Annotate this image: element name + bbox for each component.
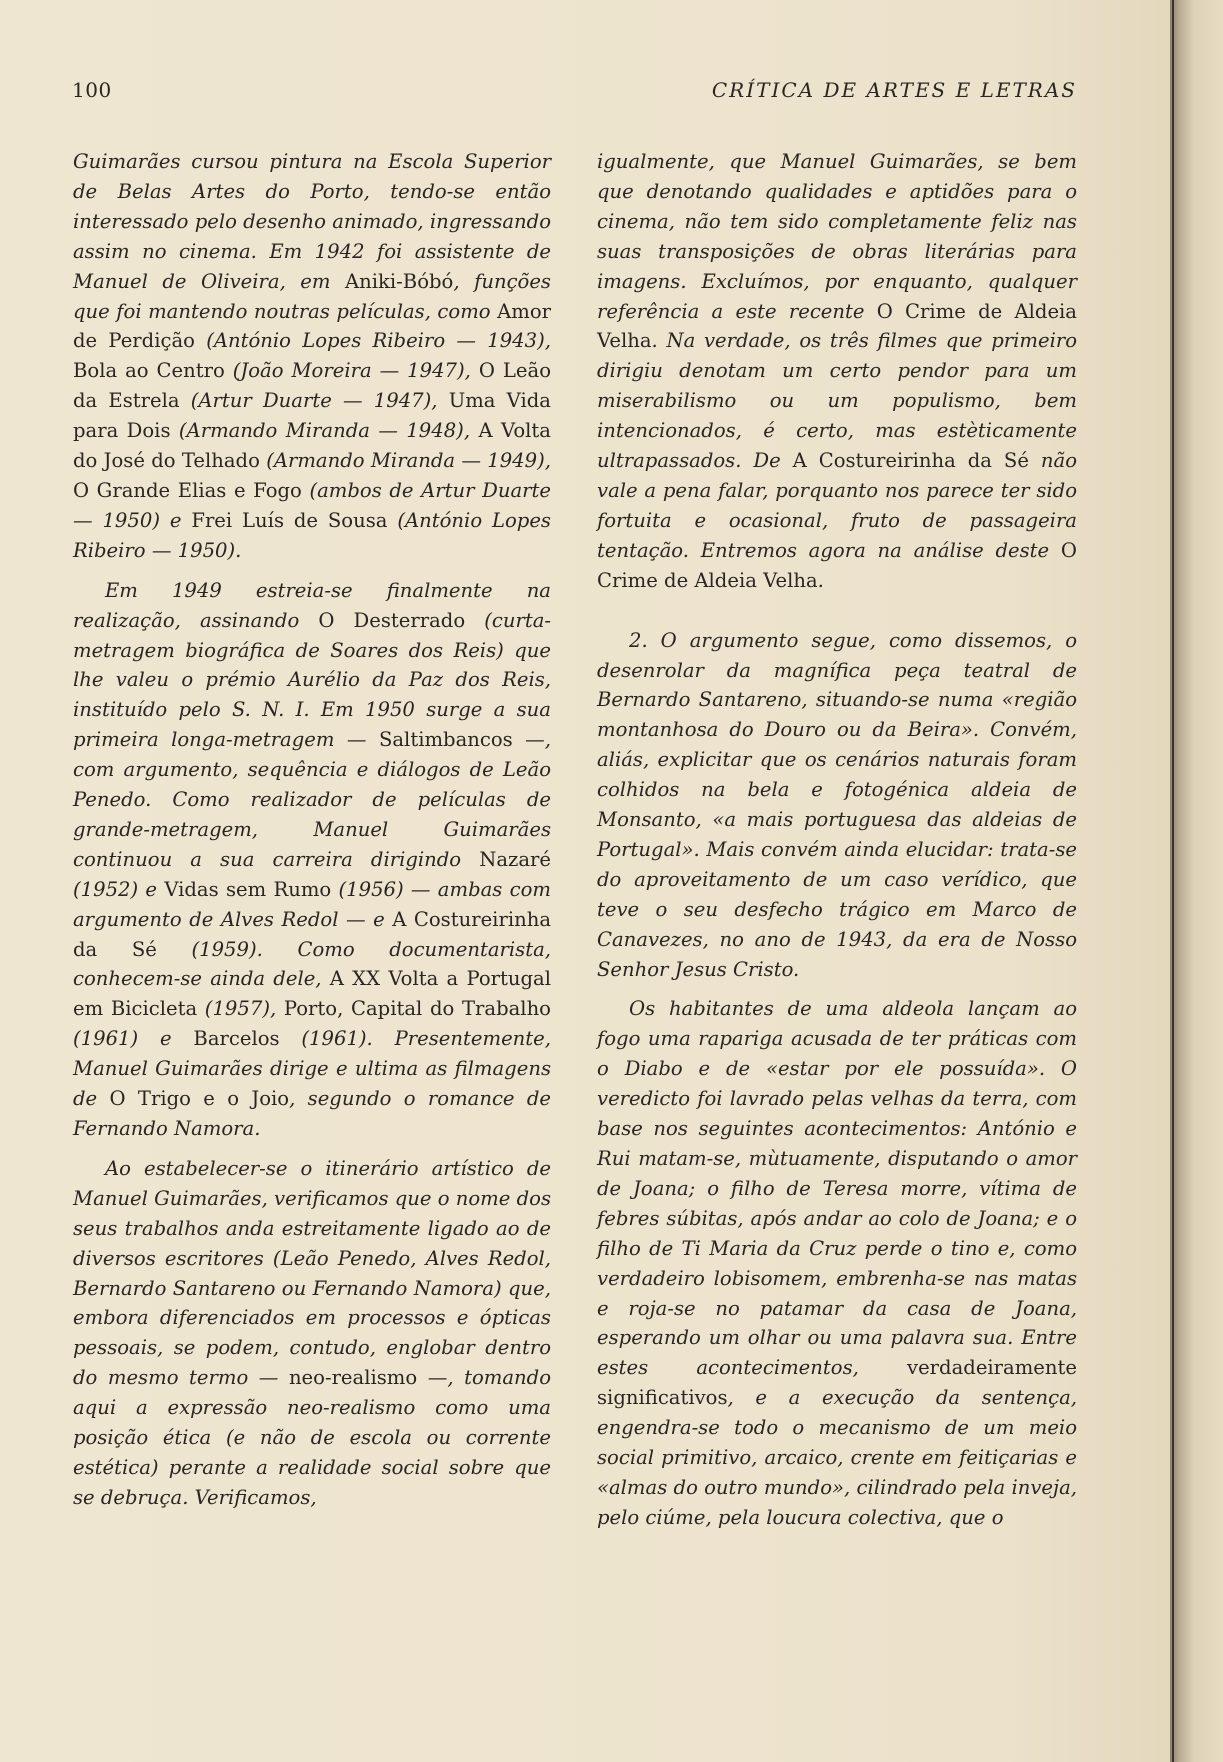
text-run: 2. O argumento segue, como dissemos, o desenrolar da magnífica peça teatral de Bernardo Santareno, situando-se numa «região montanhosa do Douro ou da Beira». Convém, aliás, explicitar que os cenários naturais foram colhidos na bela e fotogénica aldeia de Monsanto, «a mais portuguesa das aldeias de Portugal». Mais convém ainda elucidar: trata-se do aproveitamento de um caso verídico, que teve o seu desfecho trágico em Marco de Canavezes, no ano de 1943, da era de Nosso Senhor Jesus Cristo.: [597, 628, 1077, 981]
text-run: (João Moreira — 1947),: [224, 359, 479, 383]
right-column: [597, 147, 1077, 1533]
gutter-shadow-line: [1172, 0, 1174, 1762]
text-run: (1961). Presentemente, Manuel Guimarães dirige e ultima as filmagens de: [73, 1027, 551, 1111]
roman-title-run: A XX Volta a Portugal em Bicicleta: [73, 967, 551, 1021]
left-paragraph-2: [73, 576, 551, 1144]
roman-title-run: neo-realismo: [288, 1366, 418, 1390]
right-paragraph-1: [597, 147, 1077, 596]
roman-title-run: O Crime de Aldeia Velha: [597, 538, 1077, 592]
text-run: , funções que foi mantendo noutras películas, como: [73, 269, 551, 323]
roman-title-run: Bola ao Centro: [73, 359, 225, 383]
roman-title-run: Barcelos: [193, 1027, 280, 1051]
roman-title-run: Vidas sem Rumo: [164, 877, 332, 901]
text-run: Ao estabelecer-se o itinerário artístico de Manuel Guimarães, verificamos que o nome dos seus trabalhos anda estreitamente ligado ao de diversos escritores (Leão Penedo, Alves Redol, Bernardo Santareno ou Fernando Namora) que, embora diferenciados em processos e ópticas pessoais, se podem, contudo, englobar dentro do mesmo termo —: [73, 1156, 551, 1390]
roman-title-run: O Crime de Aldeia Velha: [597, 299, 1077, 353]
roman-title-run: Porto, Capital do Trabalho: [283, 997, 551, 1021]
roman-title-run: Amor de Perdição: [73, 299, 551, 353]
text-run: , e a execução da sentença, engendra-se todo o mecanismo de um meio social primitivo, arcaico, crente em feitiçarias e «almas do outro mundo», cilindrado pela inveja, pelo ciúme, pela loucura colectiva, que o: [597, 1386, 1077, 1529]
roman-title-run: O Trigo e o Joio: [109, 1087, 290, 1111]
roman-title-run: O Grande Elias e Fogo: [73, 478, 302, 502]
text-run: (curta-metragem biográfica de Soares dos Reis) que lhe valeu o prémio Aurélio da Paz dos Reis, instituído pelo S. N. I. Em 1950 surge a sua primeira longa-metragem —: [73, 608, 551, 752]
text-run: Em 1949 estreia-se finalmente na realização, assinando: [73, 578, 551, 632]
text-run: Os habitantes de uma aldeola lançam ao fogo uma rapariga acusada de ter práticas com o Diabo e de «estar por ele possuída». O veredicto foi lavrado pelas velhas da terra, com base nos seguintes acontecimentos: António e Rui matam-se, mùtuamente, disputando o amor de Joana; o filho de Teresa morre, vítima de febres súbitas, após andar ao colo de Joana; e o filho de Ti Maria da Cruz perde o tino e, como verdadeiro lobisomem, embrenha-se nas matas e roja-se no patamar da casa de Joana, esperando um olhar ou uma palavra sua. Entre estes acontecimentos,: [597, 997, 1077, 1380]
text-run: (1961) e: [73, 1027, 194, 1051]
roman-title-run: A Volta do José do Telhado: [73, 419, 551, 473]
text-run: , segundo o romance de Fernando Namora.: [73, 1087, 551, 1140]
text-run: (Armando Miranda — 1949),: [259, 449, 551, 473]
text-run: (1952) e: [73, 877, 165, 901]
journal-title: CRÍTICA DE ARTES E LETRAS: [711, 78, 1077, 102]
text-run: (ambos de Artur Duarte — 1950) e: [73, 478, 551, 532]
running-head: [72, 78, 1077, 104]
text-run: (1957),: [197, 997, 284, 1021]
text-run: Guimarães cursou pintura na Escola Superior de Belas Artes do Porto, tendo-se então interessado pelo desenho animado, ingressando assim no cinema. Em 1942 foi assistente de Manuel de Oliveira, em: [73, 150, 551, 293]
page-number: 100: [72, 78, 112, 102]
text-run: . Na verdade, os três filmes que primeiro dirigiu denotam um certo pendor para um miserabilismo ou um populismo, bem intencionados, é certo, mas estèticamente ultrapassados. De: [597, 329, 1077, 473]
left-paragraph-1: [73, 147, 551, 566]
text-run: —, tomando aqui a expressão neo-realismo como uma posição ética (e não de escola ou corrente estética) perante a realidade social sobre que se debruça. Verificamos,: [73, 1366, 551, 1509]
text-run: —, com argumento, sequência e diálogos de Leão Penedo. Como realizador de películas de grande-metragem, Manuel Guimarães continuou a sua carreira dirigindo: [73, 728, 551, 871]
text-run: (António Lopes Ribeiro — 1950).: [73, 508, 551, 562]
text-run: (1959). Como documentarista, conhecem-se ainda dele,: [73, 937, 551, 991]
roman-title-run: A Costureirinha da Sé: [792, 449, 1029, 473]
text-run: não vale a pena falar, porquanto nos parece ter sido fortuita e ocasional, fruto de passageira tentação. Entremos agora na análise deste: [597, 449, 1077, 562]
right-paragraph-2: [597, 626, 1077, 985]
roman-title-run: Saltimbancos: [378, 728, 513, 752]
roman-title-run: Frei Luís de Sousa: [191, 508, 388, 532]
left-paragraph-3: [73, 1154, 551, 1513]
roman-title-run: Uma Vida para Dois: [73, 389, 551, 443]
text-run: (António Lopes Ribeiro — 1943),: [194, 329, 551, 353]
text-run: .: [817, 568, 824, 592]
roman-title-run: O Leão da Estrela: [73, 359, 551, 413]
text-run: igualmente, que Manuel Guimarães, se bem que denotando qualidades e aptidões para o cinema, não tem sido completamente feliz nas suas transposições de obras literárias para imagens. Excluímos, por enquanto, qualquer referência a este recente: [597, 150, 1077, 323]
text-run: (Armando Miranda — 1948),: [170, 419, 479, 443]
text-run: (Artur Duarte — 1947),: [179, 389, 449, 413]
book-gutter: [1170, 0, 1223, 1762]
roman-title-run: Aniki-Bóbó: [345, 269, 454, 293]
right-paragraph-3: [597, 994, 1077, 1532]
roman-title-run: O Desterrado: [318, 608, 466, 632]
left-column: [73, 147, 551, 1513]
roman-title-run: verdadeiramente significativos: [597, 1356, 1077, 1410]
roman-title-run: A Costureirinha da Sé: [73, 907, 552, 961]
text-run: (1956) — ambas com argumento de Alves Redol — e: [73, 877, 551, 931]
roman-title-run: Nazaré: [479, 847, 551, 871]
